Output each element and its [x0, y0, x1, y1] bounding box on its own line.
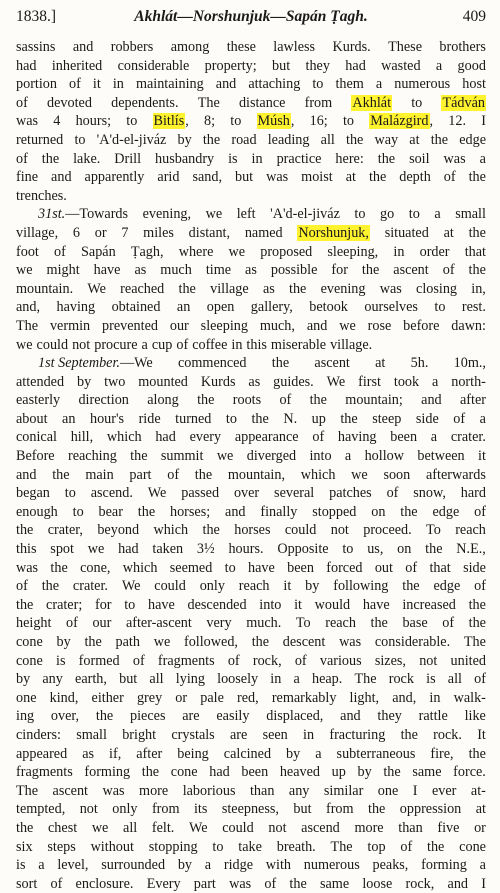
- highlighted-place-name: Tádván: [442, 94, 485, 111]
- highlighted-place-name: Bitlís: [153, 113, 185, 130]
- text-line: we might have as much time as possible for the ascent of the: [16, 262, 486, 279]
- text-line: and the main part of the mountain, which we soon afterwards: [16, 466, 486, 483]
- text-line: tempted, not only from its steepness, but from the oppression at: [16, 801, 486, 818]
- text-line: cone is formed of fragments of rock, of various sizes, not united: [16, 652, 486, 669]
- text-line: The vermin prevented our sleeping much, and we rose before dawn:: [16, 317, 486, 334]
- running-header: [16, 4, 486, 38]
- text-line: was 4 hours; to Bitlís, 8; to Músh, 16; to Malázgird, 12. I: [16, 113, 486, 130]
- text-line: and, having obtained an open gallery, betook ourselves to rest.: [16, 299, 486, 316]
- text-line: Before reaching the summit we diverged into a hollow between it: [16, 448, 486, 465]
- text-line: cone by the path we followed, the descent was considerable. The: [16, 634, 486, 650]
- highlighted-place-name: Akhlát: [352, 94, 392, 111]
- text-line: fragments forming the cone had been heaved up by the same force.: [16, 764, 486, 781]
- text-line: attended by two mounted Kurds as guides. We first took a north-: [16, 373, 486, 390]
- text-line: ing over, the pieces are easily displaced, and they rattle like: [16, 708, 486, 725]
- text-line: this spot we had taken 3½ hours. Opposite to us, on the N.E.,: [16, 541, 486, 558]
- text-line: cinders: small bright crystals are seen in fracturing the rock. It: [16, 726, 486, 743]
- text-line: village, 6 or 7 miles distant, named Norshunjuk, situated at the: [16, 224, 486, 241]
- header-year: 1838.]: [16, 8, 57, 25]
- highlighted-place-name: Músh: [257, 113, 290, 130]
- page-number: 409: [462, 8, 486, 25]
- body-text: [16, 38, 486, 893]
- text-line: portion of it in maintaining and attaching to them a numerous host: [16, 76, 486, 93]
- text-line: of the lake. Drill husbandry is in practice here: the soil was a: [16, 150, 486, 167]
- text-line: of the crater. We could only reach it by following the edge of: [16, 578, 486, 595]
- text-line: fine and apparently arid sand, but was moist at the depth of the: [16, 169, 486, 186]
- highlighted-place-name: Malázgird: [370, 113, 429, 130]
- text-line: height of our after-ascent very much. To reach the base of the: [16, 615, 486, 632]
- text-line: of devoted dependents. The distance from Akhlát to Tádván: [16, 94, 485, 111]
- text-line: the crater; for to have descended into it would have increased the: [16, 596, 486, 613]
- text-line: the chest we all felt. We could not ascend more than five or: [16, 819, 486, 836]
- text-line: six steps without stopping to take breath. The top of the cone: [16, 838, 486, 855]
- text-line: trenches.: [16, 187, 67, 204]
- text-line: about an hour's ride turned to the N. up the steep side of a: [16, 410, 486, 427]
- text-line: conical hill, which had every appearance of having been a crater.: [16, 429, 486, 446]
- text-line: sassins and robbers among these lawless Kurds. These brothers: [16, 39, 486, 55]
- highlighted-place-name: Norshunjuk,: [298, 224, 369, 241]
- text-line: began to ascend. We passed over several patches of snow, hard: [16, 485, 486, 502]
- text-line: enough to bear the horses; and finally stopped on the edge of: [16, 503, 486, 520]
- text-line: by any earth, but all lying loosely in a heap. The rock is all of: [16, 671, 486, 688]
- text-line: The ascent was more laborious than any similar one I ever at-: [16, 782, 486, 799]
- text-line: easterly direction along the roots of the mountain; and after: [16, 392, 486, 409]
- text-line: sort of enclosure. Every part was of the same loose rock, and I: [16, 875, 486, 892]
- text-line: foot of Sapán Ṭagh, where we proposed sleeping, in order that: [16, 243, 486, 260]
- text-line: 1st September.—We commenced the ascent at 5h. 10m.,: [38, 355, 486, 372]
- text-line: 31st.—Towards evening, we left 'A'd-el-jiváz to go to a small: [38, 206, 486, 223]
- text-line: returned to 'A'd-el-jiváz by the road leading all the way at the edge: [16, 131, 486, 148]
- text-line: mountain. We reached the village as the evening was closing in,: [16, 280, 486, 297]
- text-line: we could not procure a cup of coffee in this miserable village.: [16, 336, 373, 353]
- text-line: one kind, either grey or pale red, remarkably light, and, in walk-: [16, 689, 486, 706]
- text-line: appeared as if, after being calcined by a subterraneous fire, the: [16, 745, 486, 762]
- text-line: had inherited considerable property; but they had wasted a good: [16, 57, 486, 74]
- text-line: was the cone, which seemed to have been forced out of that side: [16, 559, 486, 576]
- header-title: Akhlát—Norshunjuk—Sapán Ṭagh.: [134, 8, 368, 25]
- text-line: the crater, beyond which the horses could not proceed. To reach: [16, 522, 486, 539]
- text-line: is a level, surrounded by a ridge with numerous peaks, forming a: [16, 857, 486, 874]
